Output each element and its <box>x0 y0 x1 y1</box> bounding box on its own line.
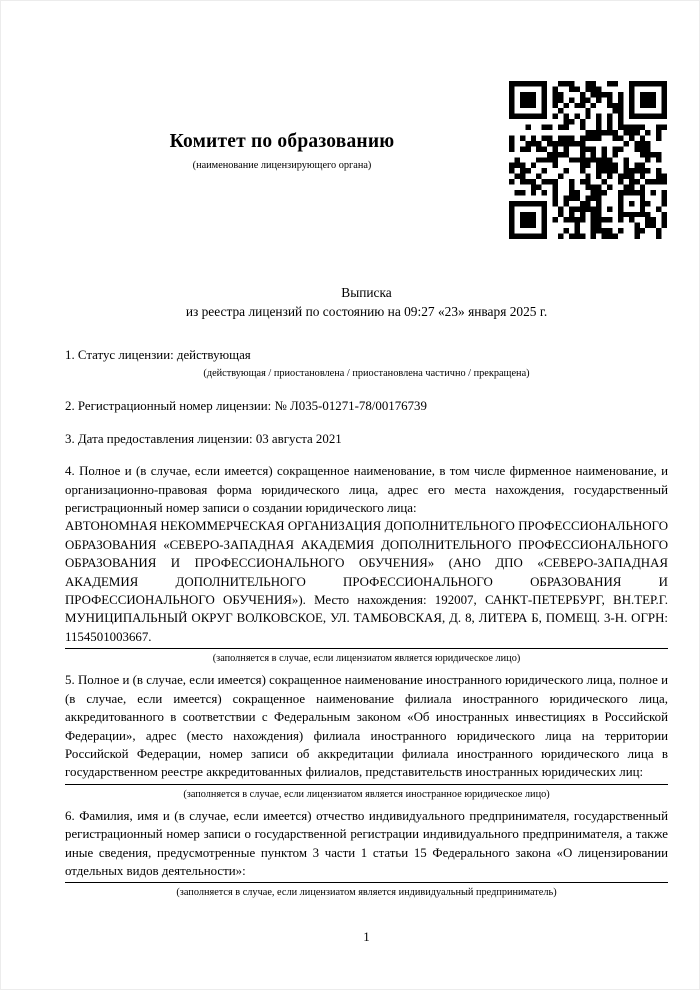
qr-code-icon <box>509 81 667 239</box>
item-4-legal-entity <box>65 462 668 646</box>
item-1-license-status: 1. Статус лицензии: действующая <box>65 348 251 362</box>
fill-in-rule-individual-entrepreneur <box>65 882 668 883</box>
document-title-line1: Выписка <box>341 285 392 300</box>
item-4-caption: (заполняется в случае, если лицензиатом является юридическое лицо) <box>212 653 521 665</box>
fill-in-rule-legal-entity <box>65 648 668 649</box>
item-6-individual-entrepreneur: 6. Фамилия, имя и (в случае, если имеется) отчество индивидуального предпринимателя, государственный регистрационный номер записи о государственной регистрации индивидуального предпринимателя, а также иные сведения, предусмотренные пунктом 3 части 1 статьи 15 Федерального закона «О лицензировании отдельных видов деятельности»: <box>65 808 668 878</box>
page-number: 1 <box>363 930 370 945</box>
item-5-caption: (заполняется в случае, если лицензиатом является иностранное юридическое лицо) <box>183 788 550 800</box>
item-1-caption: (действующая / приостановлена / приостановлена частично / прекращена) <box>203 368 530 380</box>
item-2-registration-number: 2. Регистрационный номер лицензии: № Л035-01271-78/00176739 <box>65 398 427 413</box>
item-5-foreign-entity: 5. Полное и (в случае, если имеется) сокращенное наименование иностранного юридического лица, полное и (в случае, если имеется) сокращенное наименование филиала иностранного юридического лица, аккредитованного в соответствии с Федеральным законом «Об иностранных инвестициях в Российской Федерации», адрес (место нахождения) филиала иностранного юридического лица на территории Российской Федерации, номер записи об аккредитации филиала иностранного юридического лица в государственном реестре аккредитованных филиалов, представительств иностранных юридических лиц: <box>65 673 668 780</box>
item-3-grant-date: 3. Дата предоставления лицензии: 03 августа 2021 <box>65 432 342 447</box>
document-body <box>65 283 668 947</box>
fill-in-rule-foreign-entity <box>65 784 668 785</box>
item-6-caption: (заполняется в случае, если лицензиатом является индивидуальный предприниматель) <box>176 887 557 899</box>
licensing-authority-name: Комитет по образованию <box>169 131 395 152</box>
licensing-authority-caption: (наименование лицензирующего органа) <box>192 160 372 171</box>
document-title <box>65 283 668 321</box>
document-title-line2: из реестра лицензий по состоянию на 09:27 «23» января 2025 г. <box>185 304 548 319</box>
licensing-authority-block <box>61 131 503 171</box>
item-4-organization-name: АВТОНОМНАЯ НЕКОММЕРЧЕСКАЯ ОРГАНИЗАЦИЯ ДОПОЛНИТЕЛЬНОГО ПРОФЕССИОНАЛЬНОГО ОБРАЗОВАНИЯ «СЕВЕРО-ЗАПАДНАЯ АКАДЕМИЯ ДОПОЛНИТЕЛЬНОГО ПРОФЕССИОНАЛЬНОГО ОБРАЗОВАНИЯ И ПРОФЕССИОНАЛЬНОГО ОБУЧЕНИЯ» (АНО ДПО «СЕВЕРО-ЗАПАДНАЯ АКАДЕМИЯ ДОПОЛНИТЕЛЬНОГО ПРОФЕССИОНАЛЬНОГО ОБРАЗОВАНИЯ И ПРОФЕССИОНАЛЬНОГО ОБУЧЕНИЯ»). Место нахождения: 192007, САНКТ-ПЕТЕРБУРГ, ВН.ТЕР.Г. МУНИЦИПАЛЬНЫЙ ОКРУГ ВОЛКОВСКОЕ, УЛ. ТАМБОВСКАЯ, Д. 8, ЛИТЕРА Б, ПОМЕЩ. 3-Н. ОГРН: 1154501003667. <box>65 519 668 644</box>
item-4-intro: 4. Полное и (в случае, если имеется) сокращенное наименование, в том числе фирменное наименование, и организационно-правовая форма юридического лица, адрес его места нахождения, государственный регистрационный номер записи о создании юридического лица: <box>65 464 668 516</box>
